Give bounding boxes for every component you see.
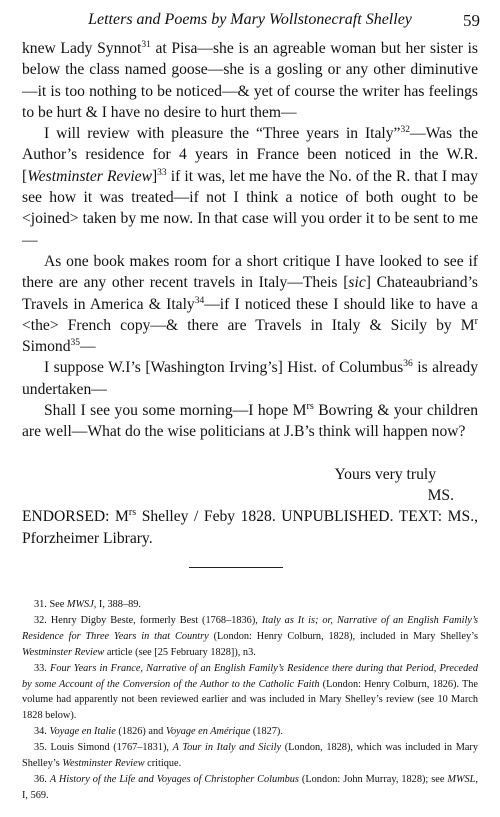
superscript: rs <box>306 400 314 412</box>
running-title: Letters and Poems by Mary Wollstonecraft Shelley <box>88 11 412 28</box>
text: — <box>80 338 96 356</box>
footnote-34 <box>22 724 478 740</box>
paragraph-5 <box>22 400 478 443</box>
text: 35. Louis Simond (1767–1831), <box>34 742 173 754</box>
superscript: rs <box>128 507 137 519</box>
text: 31. See <box>34 599 67 610</box>
text: 32. Henry Digby Beste, formerly Best (1768–1836), <box>34 614 262 626</box>
footnote-ref-31: 31 <box>141 39 151 50</box>
italic-text: Westminster Review <box>62 758 145 770</box>
text: (1826) and <box>115 726 166 738</box>
footnote-ref-34: 34 <box>194 295 205 306</box>
footnote-ref-33: 33 <box>157 167 167 178</box>
paragraph-3 <box>22 251 478 357</box>
letter-body <box>22 38 478 549</box>
superscript: r <box>474 315 478 327</box>
text: Simond <box>22 338 71 356</box>
italic-text: Voyage en Amérique <box>165 726 251 738</box>
text: at Pisa—she is an agreable woman but her sister is below the class named goose—she is a gosling or any other diminutive—it is too nothing to be noticed—& yet of course the writer has feelings to be hurt & I have no desire to hurt them— <box>22 40 478 121</box>
footnote-divider <box>189 567 283 568</box>
text: 36. <box>34 773 50 785</box>
text: critique. <box>144 758 182 770</box>
text: (London: John Murray, 1828); see <box>298 773 448 785</box>
footnote-31 <box>22 597 478 613</box>
text: 33. <box>34 662 51 674</box>
text: knew Lady Synnot <box>22 40 142 57</box>
text: Shall I see you some morning—I hope M <box>44 402 307 420</box>
page-number: 59 <box>463 11 480 30</box>
text: As one book makes room for a short critique I have looked to see if there are any other recent travels in Italy—Theis [ <box>22 252 478 292</box>
italic-text: MWSL <box>447 773 476 785</box>
text: if it was, let me have the No. of the R. that I may see how it was treated—if not I think a notice of both ought to be <joined> taken by me now. In that case will you order it to be sent to me— <box>22 167 478 249</box>
text: Shelley / Feby 1828. UNPUBLISHED. TEXT: MS., Pforzheimer Library. <box>22 508 479 547</box>
italic-text: Westminster Review <box>27 167 152 185</box>
italic-text: Four Years in France, Narrative of an English Family’s Residence there during that Period, Preceded by some Account of the Conversion of the Author to the Catholic Faith <box>22 662 478 690</box>
valediction: Yours very truly <box>334 465 436 483</box>
text: I suppose W.I’s [Washington Irving’s] Hist. of Columbus <box>44 359 404 377</box>
footnote-ref-36: 36 <box>403 359 413 370</box>
italic-text: A History of the Life and Voyages of Christopher Columbus <box>49 773 299 785</box>
italic-text: MWSJ <box>66 599 94 610</box>
text: is already undertaken— <box>22 359 478 398</box>
text: —if I noticed these I should like to have a <the> French copy—& there are Travels in Italy & Sicily by M <box>22 295 478 334</box>
footnote-32 <box>22 613 478 661</box>
text: , I, 388–89. <box>93 599 141 610</box>
sic-marker: sic <box>348 274 366 292</box>
endorsement-note <box>22 506 478 549</box>
paragraph-1 <box>22 38 478 123</box>
footnote-ref-32: 32 <box>400 125 410 135</box>
text: I will review with pleasure the “Three years in Italy” <box>44 125 401 143</box>
italic-text: A Tour in Italy and Sicily <box>172 742 282 754</box>
text: ENDORSED: M <box>22 508 129 526</box>
signature: MS. <box>427 486 454 504</box>
italic-text: Italy as It is; or, Narrative of an English Family’s Residence for Three Years in that Country <box>22 614 478 642</box>
footnote-36 <box>22 772 478 804</box>
text: article (see [25 February 1828]), n3. <box>104 646 256 658</box>
text: (London, 1828), which was included in Mary Shelley’s <box>22 742 478 770</box>
text: (London: Henry Colburn, 1828), included in Mary Shelley’s <box>208 630 478 642</box>
footnote-35 <box>22 740 478 772</box>
page-header <box>22 8 478 30</box>
footnote-33 <box>22 661 478 725</box>
paragraph-2 <box>22 123 478 251</box>
paragraph-4 <box>22 357 478 400</box>
text: (London: Henry Colburn, 1826). The volume had apparently not been reviewed earlier and was included in Mary Shelley’s review (see 10 March 1828 below). <box>22 678 478 722</box>
italic-text: Voyage en Italie <box>49 726 116 738</box>
text: , I, 569. <box>22 773 478 801</box>
closing-block <box>22 464 478 507</box>
footnote-ref-35: 35 <box>70 337 81 348</box>
text: 34. <box>34 726 50 738</box>
footnotes <box>22 597 478 804</box>
text: ] <box>151 167 158 185</box>
italic-text: Westminster Review <box>22 646 105 658</box>
text: Bowring & your children are well—What do the wise politicians at J.B’s think will happen now? <box>22 402 479 441</box>
text: ] Chateaubriand’s Travels in America & Italy <box>22 274 479 313</box>
text: —Was the Author’s residence for 4 years in France been noticed in the W.R. [ <box>22 125 478 185</box>
text: (1827). <box>250 726 283 738</box>
